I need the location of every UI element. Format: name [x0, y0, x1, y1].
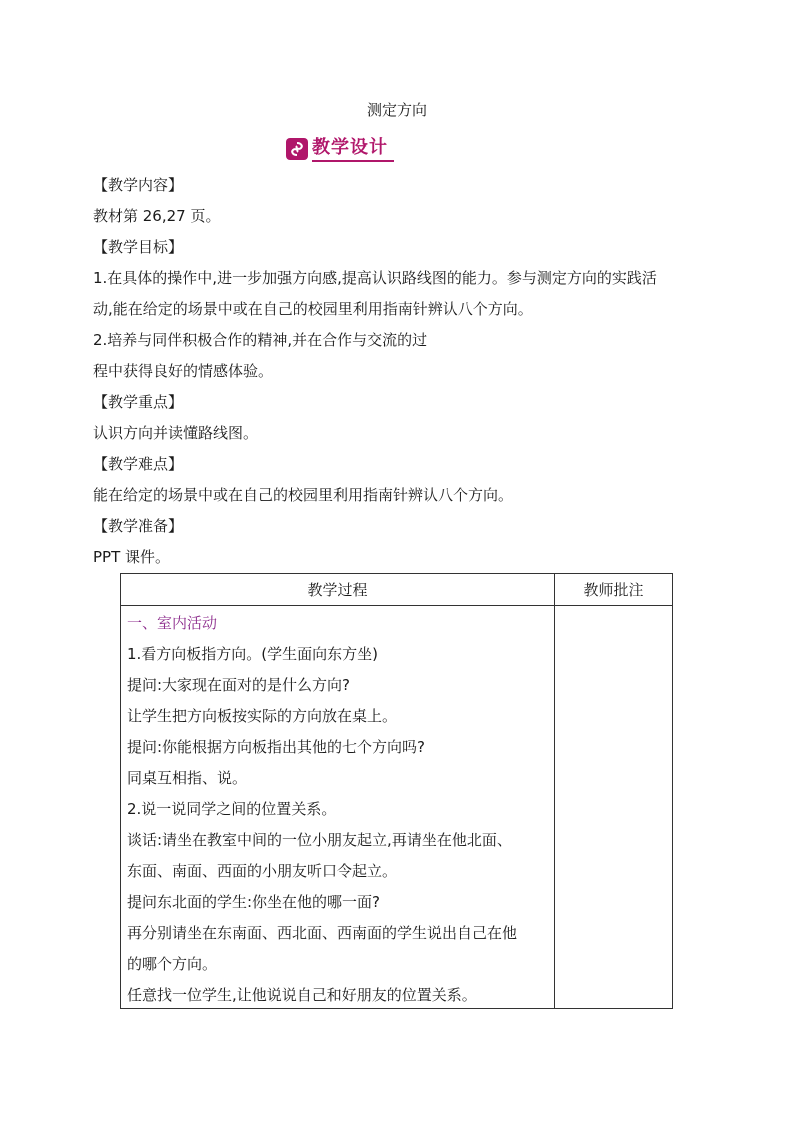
column-header-note: 教师批注: [583, 581, 644, 599]
process-line: 的哪个方向。: [127, 955, 218, 973]
process-line: 谈话:请坐在教室中间的一位小朋友起立,再请坐在他北面、: [127, 831, 512, 849]
table-header-row: [121, 574, 672, 606]
process-line: 提问东北面的学生:你坐在他的哪一面?: [127, 893, 381, 911]
process-line: 任意找一位学生,让他说说自己和好朋友的位置关系。: [127, 986, 477, 1004]
teaching-process-table: [120, 573, 673, 1009]
difficult-heading: 【教学难点】: [93, 455, 184, 473]
process-cell: [121, 606, 555, 1009]
goal1-line2: 动,能在给定的场景中或在自己的校园里利用指南针辨认八个方向。: [93, 300, 533, 318]
process-line: 再分别请坐在东南面、西北面、西南面的学生说出自己在他: [127, 924, 518, 942]
process-line: 提问:大家现在面对的是什么方向?: [127, 676, 351, 694]
lesson-plan-body: [93, 170, 713, 573]
prep-heading: 【教学准备】: [93, 517, 184, 535]
process-line: 1.看方向板指方向。(学生面向东方坐): [127, 645, 379, 663]
column-header-process: 教学过程: [121, 574, 555, 605]
goal1-line1: 1.在具体的操作中,进一步加强方向感,提高认识路线图的能力。参与测定方向的实践活: [93, 269, 657, 287]
section-title: 一、室内活动: [127, 614, 218, 632]
teaching-design-banner: [286, 136, 394, 162]
table-body-row: [121, 606, 672, 1009]
teacher-note-cell: [555, 606, 672, 1009]
prep-text: PPT 课件。: [93, 548, 171, 566]
process-line: 东面、南面、西面的小朋友听口令起立。: [127, 862, 398, 880]
content-text: 教材第 26,27 页。: [93, 207, 221, 225]
process-line: 提问:你能根据方向板指出其他的七个方向吗?: [127, 738, 426, 756]
process-line: 2.说一说同学之间的位置关系。: [127, 800, 337, 818]
banner-label: 教学设计: [312, 136, 394, 162]
swirl-logo-icon: [286, 138, 308, 160]
difficult-text: 能在给定的场景中或在自己的校园里利用指南针辨认八个方向。: [93, 486, 514, 504]
goal2-line1: 2.培养与同伴积极合作的精神,并在合作与交流的过: [93, 331, 428, 349]
page-title: 测定方向: [366, 101, 427, 119]
key-heading: 【教学重点】: [93, 393, 184, 411]
key-text: 认识方向并读懂路线图。: [93, 424, 259, 442]
process-line: 让学生把方向板按实际的方向放在桌上。: [127, 707, 398, 725]
goal2-line2: 程中获得良好的情感体验。: [93, 362, 274, 380]
content-heading: 【教学内容】: [93, 176, 184, 194]
goals-heading: 【教学目标】: [93, 238, 184, 256]
process-line: 同桌互相指、说。: [127, 769, 248, 787]
